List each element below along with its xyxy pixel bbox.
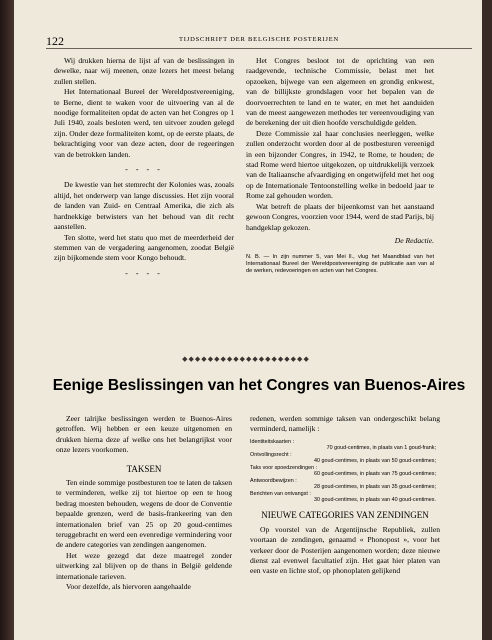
rate-value: 60 goud-centimes, in plaats van 75 goud-centimes; <box>314 471 436 478</box>
signature: De Redactie. <box>394 235 434 245</box>
separator: - - - - <box>125 165 163 175</box>
paragraph: Zeer talrijke beslissingen werden te Buenos-Aires getroffen. Wij hebben er een keuze uitgenomen en drukken hierna deze af welke ons het belangrijkst voor onze lezers voorkomen. <box>56 414 232 455</box>
rate-label: Taks voor spoedzendingen : <box>250 464 318 471</box>
rate-value: 30 goud-centimes, in plaats van 40 goud-centimes. <box>314 497 436 504</box>
rate-value: 70 goud-centimes, in plaats van 1 goud-frank; <box>326 445 436 452</box>
paragraph: Ten einde sommige postbesturen toe te laten de taksen te verminderen, welke zij tot hiertoe op een te hoog bedrag moesten behouden, wegens de door de Conventie bepaalde grenzen, werd de basis-frankeering van den internationalen brief van 25 op 20 goud-centimes teruggebracht en werd een evenredige vermindering voor de andere categories van zendingen aangenomen. <box>56 478 232 550</box>
rate-value: 40 goud-centimes, in plaats van 50 goud-centimes; <box>314 458 436 465</box>
right-column <box>246 56 434 275</box>
article-right-column <box>250 414 440 577</box>
rate-value: 28 goud-centimes, in plaats van 35 goud-centimes; <box>314 484 436 491</box>
paragraph: Ten slotte, werd het statu quo met de meerderheid der stemmen van de vergadering aangenomen, zoodat België zijn bijkomende stem voor Kongo behoudt. <box>54 232 234 263</box>
rates-table <box>250 439 440 504</box>
rate-label: Ontvollingsrecht : <box>250 451 292 458</box>
running-head: TIJDSCHRIFT DER BELGISCHE POSTERIJEN <box>179 36 339 43</box>
paragraph: Op voorstel van de Argentijnsche Republiek, zullen voortaan de zendingen, genaamd « Phonopost », voor het verkeer door de Posterijen aangenomen worden; deze nieuwe dienst zal evenwel facultatief zijn. Het gaat hier platen van een vaste en lichte stof, op phonoplaten gelijkend <box>250 524 440 576</box>
paragraph: Wat betreft de plaats der bijeenkomst van het aanstaand gewoon Congres, voorzien voor 1944, werd de stad Parijs, bij handgeklap gekozen. <box>246 201 434 232</box>
section-heading: NIEUWE CATEGORIES VAN ZENDINGEN <box>261 509 429 520</box>
paragraph: Deze Commissie zal haar conclusies neerleggen, welke zullen onderzocht worden door al de postbesturen vereenigd in een bijzonder Congres, in 1942, te Rome, te houden; de stad Rome werd hiertoe uitgekozen, op uitdrukkelijk verzoek van de Italiaansche afvaardiging en ongetwijfeld met het oog op de Internationale Tentoonstelling welke in bedoeld jaar te Rome zal gehouden worden. <box>246 128 434 201</box>
header-rule <box>46 48 472 49</box>
paragraph: Het weze gezegd dat deze maatregel zonder uitwerking zal blijven op de thans in België geldende internationale tarieven. <box>56 550 232 581</box>
page-number: 122 <box>46 34 64 48</box>
article-left-column <box>56 414 232 593</box>
book-spine <box>0 0 14 640</box>
paragraph: Wij drukken hierna de lijst af van de beslissingen in dewelke, naar wij meenen, onze lezers het meest belang zullen stellen. <box>54 56 234 86</box>
paragraph: redenen, werden sommige taksen van ondergeschikt belang verminderd, namelijk : <box>250 414 440 434</box>
paragraph: Het Congres besloot tot de oprichting van een raadgevende, technische Commissie, belast met het opzoeken, bijwege van een algemeen en grondig enkwest, van de billijkste grondslagen voor het bepalen van de doorvoerrechten te land en te water, en met het aanduiden van de meest aangewezen methodes ter vereenvoudiging van de berekening der uit dien hoofde verschuldigde gelden. <box>246 56 434 128</box>
page-header <box>46 34 472 48</box>
ornamental-divider: ◆◆◆◆◆◆◆◆◆◆◆◆◆◆◆◆◆◆◆◆ <box>182 355 310 363</box>
section-heading: TAKSEN <box>126 463 162 474</box>
separator: - - - - <box>125 268 163 278</box>
rate-label: Berichten van ontvangst : <box>250 490 311 497</box>
paragraph: Het Internationaal Bureel der Wereldpostvereeniging, te Berne, dient te waken voor de uitvoering van al de noodige formaliteiten opdat de acten van het Congres op 1 Juli 1940, zoals besloten werd, ten uitvoer zouden gelegd zijn. Onder deze formaliteiten komt, op de eerste plaats, de bekrachtiging voor van deze acten, door de regeeringen van de betrokken landen. <box>54 87 234 159</box>
left-column <box>54 56 234 284</box>
footnote: N. B. — In zijn nummer 5, van Mei ll., vlug het Maandblad van het Internationaal Bureel der Wereldpostvereeniging de publicatie aan van al de werken, redevoeringen en acten van het Congres. <box>246 254 434 275</box>
rate-label: Antwoordbewijzen : <box>250 477 297 484</box>
article-title: Eenige Beslissingen van het Congres van Buenos-Aires <box>52 377 466 394</box>
paragraph: Voor dezelfde, als hiervoren aangehaalde <box>66 582 191 592</box>
paragraph: De kwestie van het stemrecht der Kolonies was, zooals altijd, het onderwerp van lange discussies. Het zijn vooral de landen van Zuid- en Centraal Amerika, die zich als hardnekkige betwisters van het behoud van dit recht aanstellen. <box>54 180 234 232</box>
rate-label: Identiteitskaarten : <box>250 438 295 445</box>
